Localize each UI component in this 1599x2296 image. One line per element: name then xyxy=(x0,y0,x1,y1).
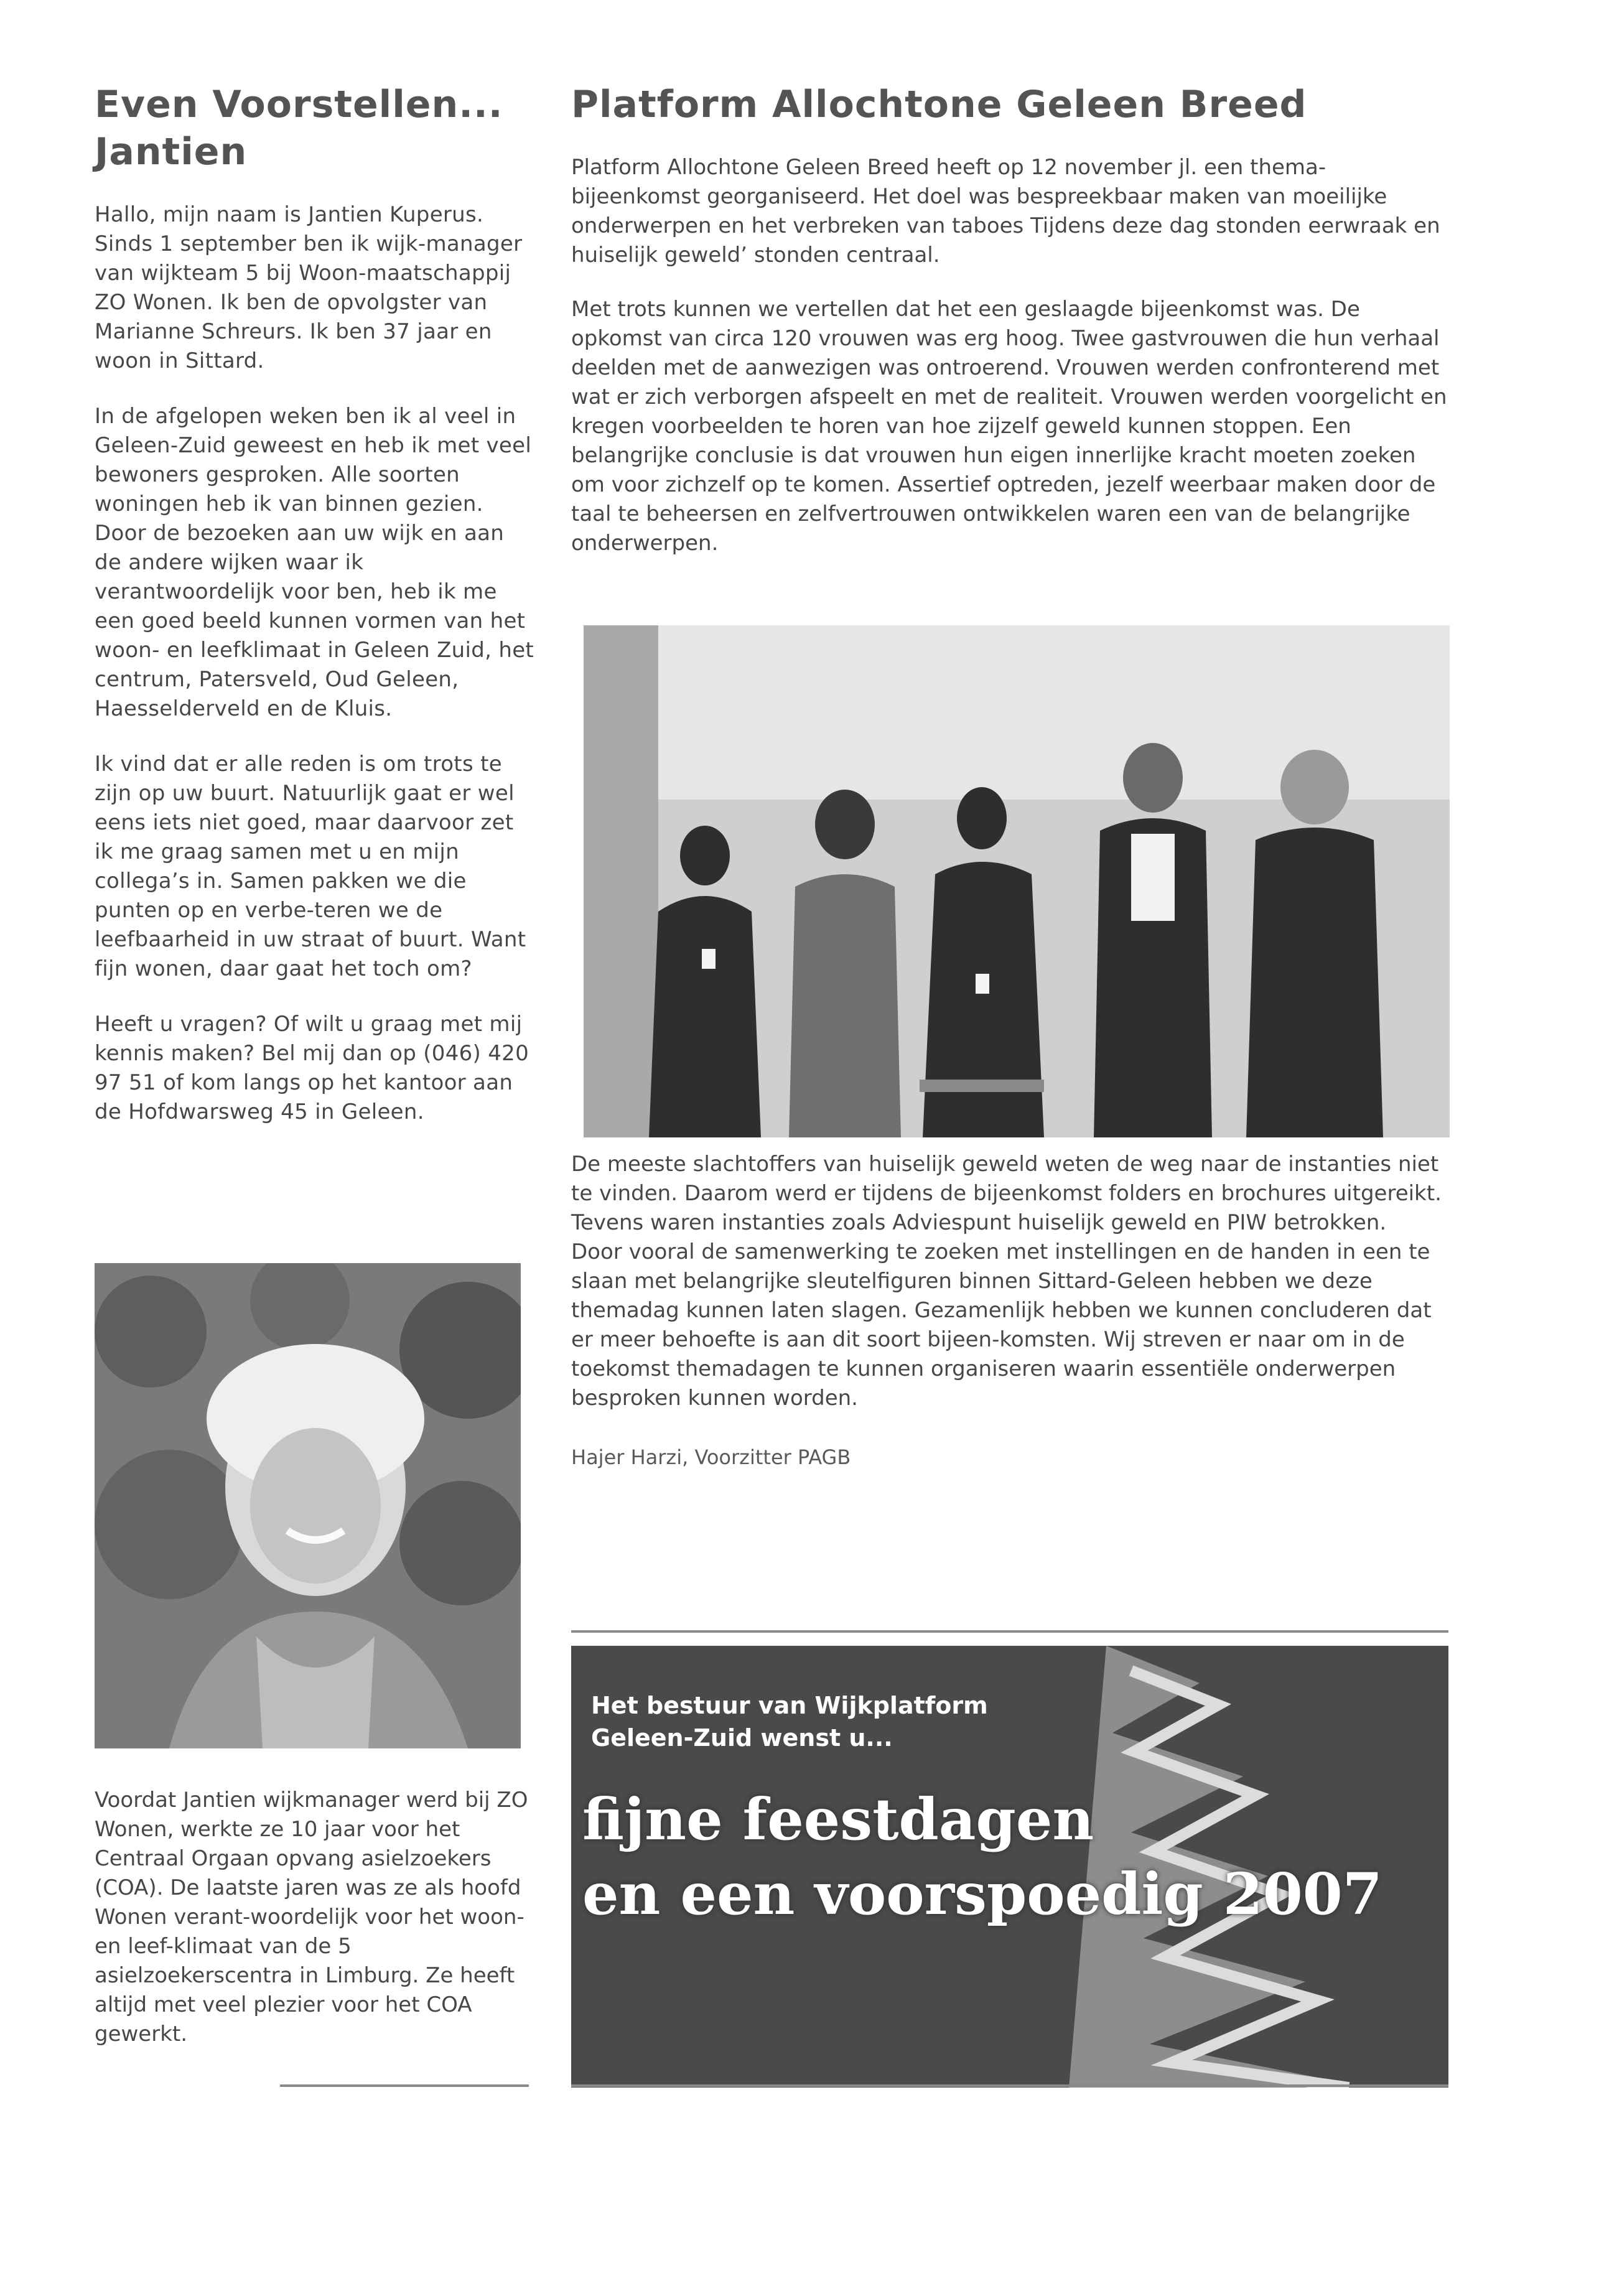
greetings-banner xyxy=(571,1646,1448,2088)
portrait-caption: Voordat Jantien wijkmanager werd bij ZO Wonen, werkte ze 10 jaar voor het Centraal Orgaan opvang asielzoekers (COA). De laatste jaren was ze als hoofd Wonen verant-woordelijk voor het woon- en leef-klimaat van de 5 asielzoekerscentra in Limburg. Ze heeft altijd met veel plezier voor het COA gewerkt. xyxy=(95,1788,528,2046)
article-intro-paragraph: Platform Allochtone Geleen Breed heeft op 12 november jl. een thema-bijeenkomst georganiseerd. Het doel was bespreekbaar maken van moeilijke onderwerpen en het verbreken van taboes Tijdens deze dag stonden eerwraak en huiselijk geweld’ stonden centraal. xyxy=(571,155,1440,268)
banner-bottom-divider xyxy=(571,2084,1448,2087)
banner-intro xyxy=(591,1689,1089,1754)
portrait-photo xyxy=(95,1263,521,1748)
right-column xyxy=(571,81,1455,558)
article-title-right: Platform Allochtone Geleen Breed xyxy=(571,83,1307,126)
article-body-paragraph: Met trots kunnen we vertellen dat het een geslaagde bijeenkomst was. De opkomst van circa 120 vrouwen was erg hoog. Twee gastvrouwen die hun verhaal deelden met de aanwezigen was ontroerend. Vrouwen werden confronterend met wat er zich verborgen afspeelt en met de realiteit. Vrouwen werden voorgelicht en kregen voorbeelden te horen van hoe zijzelf geweld kunnen stoppen. Een belangrijke conclusie is dat vrouwen hun eigen innerlijke kracht moeten zoeken om voor zichzelf op te komen. Assertief optreden, jezelf weerbaar maken door de taal te beheersen en zelfvertrouwen ontwikkelen waren een van de belangrijke onderwerpen. xyxy=(571,297,1447,556)
left-column xyxy=(95,81,538,1127)
body-paragraph-3: Ik vind dat er alle reden is om trots te zijn op uw buurt. Natuurlijk gaat er wel eens iets niet goed, maar daarvoor zet ik me graag samen met u en mijn collega’s in. Samen pakken we die punten op en verbe-teren we de leefbaarheid in uw straat of buurt. Want fijn wonen, daar gaat het toch om? xyxy=(95,752,526,981)
title-line-2: Jantien xyxy=(95,130,248,174)
article-continuation xyxy=(571,1150,1455,1472)
banner-wish-line-1: fijne feestdagen xyxy=(582,1786,1094,1853)
portrait-image xyxy=(95,1263,521,1748)
contact-paragraph: Heeft u vragen? Of wilt u graag met mij kennis maken? Bel mij dan op (046) 420 97 51 of kom langs op het kantoor aan de Hofdwarsweg 45 in Geleen. xyxy=(95,1012,529,1124)
author-signature: Hajer Harzi, Voorzitter PAGB xyxy=(571,1445,851,1469)
banner-intro-line-1: Het bestuur van Wijkplatform xyxy=(591,1692,988,1719)
intro-paragraph: Hallo, mijn naam is Jantien Kuperus. Sinds 1 september ben ik wijk-manager van wijkteam 5 bij Woon-maatschappij ZO Wonen. Ik ben de opvolgster van Marianne Schreurs. Ik ben 37 jaar en woon in Sittard. xyxy=(95,202,523,373)
event-image xyxy=(584,625,1450,1137)
left-bottom-divider xyxy=(280,2084,529,2087)
article-title-left xyxy=(95,81,538,175)
banner-intro-line-2: Geleen-Zuid wenst u... xyxy=(591,1724,893,1752)
banner-top-divider xyxy=(571,1630,1448,1633)
banner-wish-line-2: en een voorspoedig 2007 xyxy=(582,1860,1382,1928)
event-photo xyxy=(584,625,1450,1137)
title-line-1: Even Voorstellen... xyxy=(95,83,503,126)
body-paragraph-2: In de afgelopen weken ben ik al veel in Geleen-Zuid geweest en heb ik met veel bewoners gesproken. Alle soorten woningen heb ik van binnen gezien. Door de bezoeken aan uw wijk en aan de andere wijken waar ik verantwoordelijk voor ben, heb ik me een goed beeld kunnen vormen van het woon- en leefklimaat in Geleen Zuid, het centrum, Patersveld, Oud Geleen, Haesselderveld en de Kluis. xyxy=(95,404,534,721)
article-closing-paragraph: De meeste slachtoffers van huiselijk geweld weten de weg naar de instanties niet te vinden. Daarom werd er tijdens de bijeenkomst folders en brochures uitgereikt. Tevens waren instanties zoals Adviespunt huiselijk geweld en PIW betrokken. Door vooral de samenwerking te zoeken met instellingen en de handen in een te slaan met belangrijke sleutelfiguren binnen Sittard-Geleen hebben we deze themadag kunnen laten slagen. Gezamenlijk hebben we kunnen concluderen dat er meer behoefte is aan dit soort bijeen-komsten. Wij streven er naar om in de toekomst themadagen te kunnen organiseren waarin essentiële onderwerpen besproken kunnen worden. xyxy=(571,1152,1442,1411)
